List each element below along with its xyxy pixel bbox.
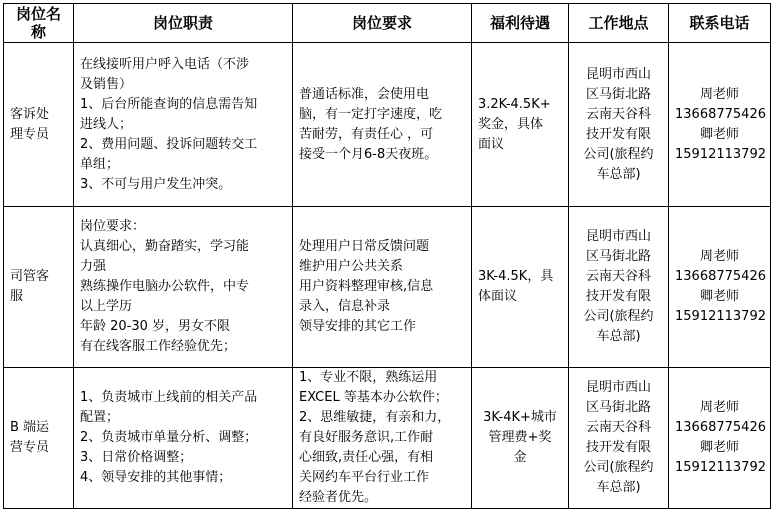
location: 昆明市西山 区马街北路 云南天谷科 技开发有限 公司(旅程约 车总部) bbox=[569, 43, 669, 207]
duties: 岗位要求： 认真细心，勤奋踏实，学习能 力强 熟练操作电脑办公软件，中专 以上学历 年龄 20-30 岁，男女不限 有在线客服工作经验优先； bbox=[74, 207, 293, 368]
duties: 在线接听用户呼入电话（不涉 及销售） 1、后台所能查询的信息需告知 进线人； 2、费用问题、投诉问题转交工 单组； 3、不可与用户发生冲突。 bbox=[74, 43, 293, 207]
requirements: 处理用户日常反馈问题 维护用户公共关系 用户资料整理审核,信息 录入，信息补录 领导安排的其它工作 bbox=[293, 207, 472, 368]
contact: 周老师 13668775426 卿老师 15912113792 bbox=[669, 43, 771, 207]
header-row bbox=[4, 4, 771, 43]
location: 昆明市西山 区马街北路 云南天谷科 技开发有限 公司(旅程约 车总部) bbox=[569, 207, 669, 368]
location: 昆明市西山 区马街北路 云南天谷科 技开发有限 公司(旅程约 车总部) bbox=[569, 368, 669, 509]
contact: 周老师 13668775426 卿老师 15912113792 bbox=[669, 207, 771, 368]
benefits: 3K-4K+城市 管理费+奖 金 bbox=[472, 368, 569, 509]
table-row bbox=[4, 368, 771, 509]
header-benefits: 福利待遇 bbox=[472, 4, 569, 43]
benefits: 3.2K-4.5K+ 奖金，具体 面议 bbox=[472, 43, 569, 207]
contact: 周老师 13668775426 卿老师 15912113792 bbox=[669, 368, 771, 509]
header-duties: 岗位职责 bbox=[74, 4, 293, 43]
header-position-name: 岗位名 称 bbox=[4, 4, 74, 43]
requirements: 普通话标准，会使用电 脑，有一定打字速度，吃 苦耐劳，有责任心 ，可 接受一个月6-8天夜班。 bbox=[293, 43, 472, 207]
position-name: B 端运 营专员 bbox=[4, 368, 74, 509]
position-name: 客诉处 理专员 bbox=[4, 43, 74, 207]
requirements: 1、专业不限，熟练运用 EXCEL 等基本办公软件； 2、思维敏捷，有亲和力， 有良好服务意识,工作耐 心细致,责任心强，有相 关网约车平台行业工作 经验者优先。 bbox=[293, 368, 472, 509]
table-row bbox=[4, 43, 771, 207]
header-requirements: 岗位要求 bbox=[293, 4, 472, 43]
duties: 1、负责城市上线前的相关产品 配置； 2、负责城市单量分析、调整； 3、日常价格调整； 4、领导安排的其他事情； bbox=[74, 368, 293, 509]
header-location: 工作地点 bbox=[569, 4, 669, 43]
header-contact: 联系电话 bbox=[669, 4, 771, 43]
position-name: 司管客 服 bbox=[4, 207, 74, 368]
table-row bbox=[4, 207, 771, 368]
benefits: 3K-4.5K，具 体面议 bbox=[472, 207, 569, 368]
job-table bbox=[3, 3, 771, 509]
